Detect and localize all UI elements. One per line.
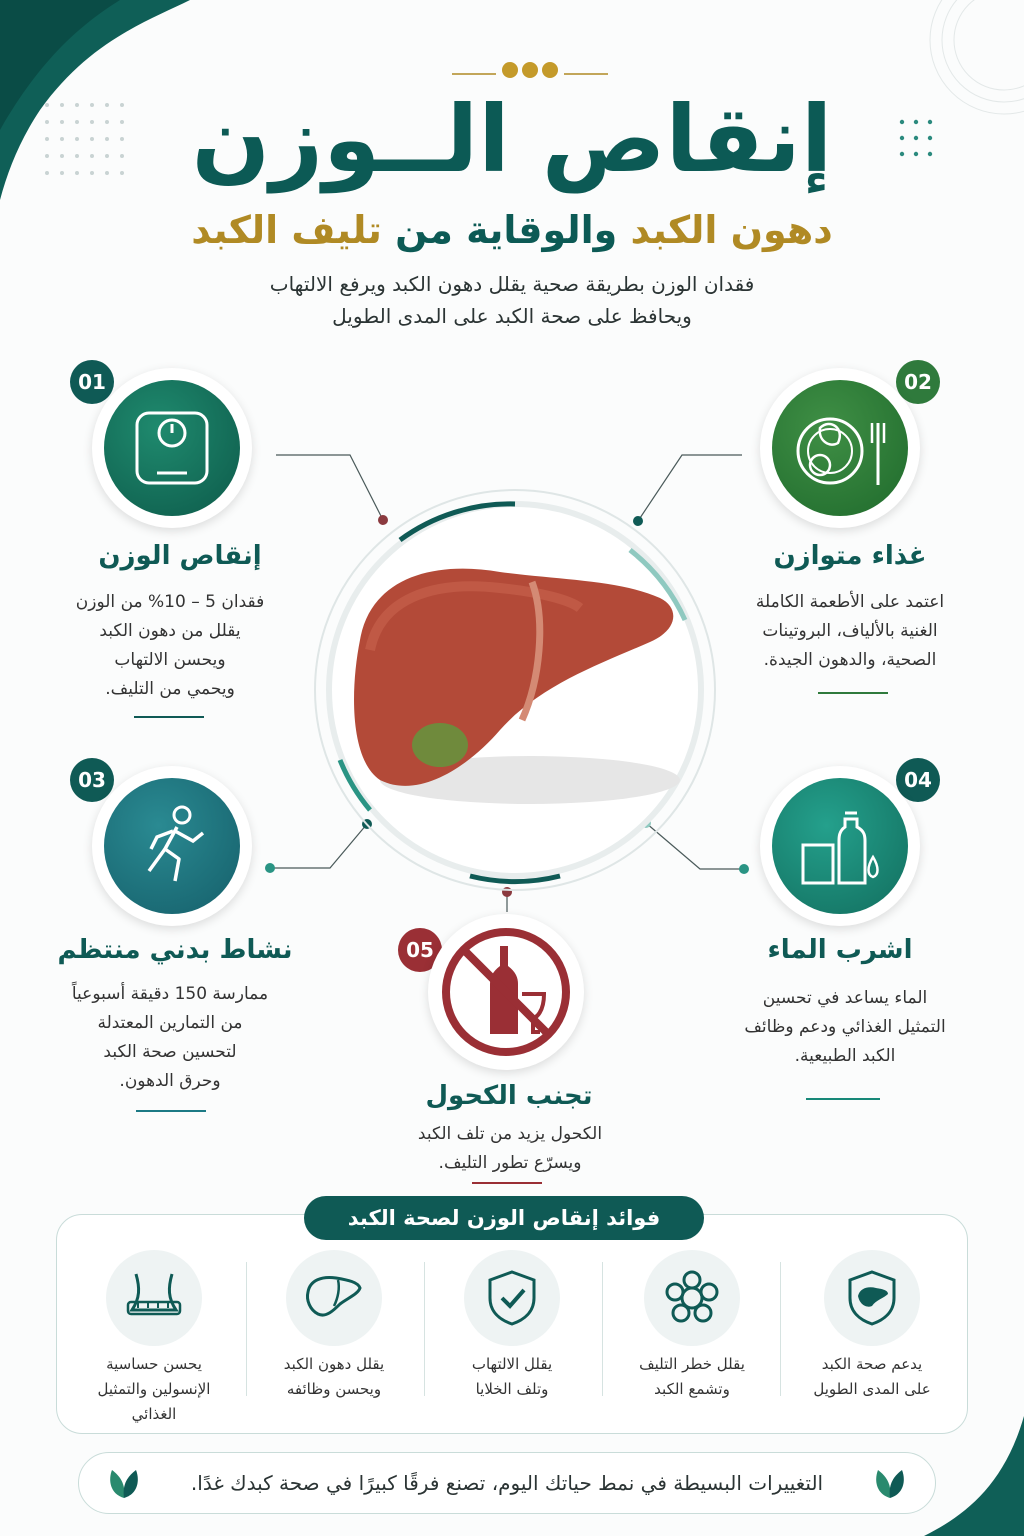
benefit-divider bbox=[602, 1262, 603, 1396]
step-text-line: ويحمي من التليف. bbox=[105, 679, 235, 699]
benefit-text-line: يقلل الالتهاب bbox=[471, 1355, 553, 1373]
waist-icon bbox=[122, 1268, 186, 1328]
step-1-underline bbox=[134, 716, 204, 718]
no-alcohol-icon bbox=[436, 922, 576, 1062]
benefit-item bbox=[612, 1250, 772, 1402]
step-4-title: اشرب الماء bbox=[767, 935, 913, 965]
page-title: إنقاص الــوزن bbox=[191, 86, 833, 193]
step-text-line: اعتمد على الأطعمة الكاملة bbox=[755, 592, 945, 612]
intro-line: ويحافظ على صحة الكبد على المدى الطويل bbox=[332, 304, 692, 328]
step-5-title: تجنب الكحول bbox=[425, 1081, 593, 1111]
cell-icon bbox=[662, 1268, 722, 1328]
benefit-divider bbox=[246, 1262, 247, 1396]
step-text-line: ويحسن الالتهاب bbox=[114, 650, 226, 670]
step-3-text bbox=[40, 980, 300, 1096]
step-2-underline bbox=[818, 692, 888, 694]
step-1-text bbox=[40, 588, 300, 704]
step-4-text bbox=[700, 984, 990, 1071]
step-text-line: ويسرّع تطور التليف. bbox=[438, 1153, 582, 1173]
subtitle-part: تليف الكبد bbox=[191, 208, 382, 252]
subtitle-part: والوقاية من bbox=[395, 208, 618, 252]
benefits-title: فوائد إنقاص الوزن لصحة الكبد bbox=[304, 1196, 704, 1240]
runner-icon bbox=[127, 801, 217, 891]
step-text-line: وحرق الدهون. bbox=[119, 1071, 221, 1091]
step-3-title: نشاط بدني منتظم bbox=[57, 935, 293, 965]
step-text-line: فقدان 5 – 10% من الوزن bbox=[75, 592, 265, 612]
step-text-line: الماء يساعد في تحسين bbox=[762, 988, 928, 1008]
benefit-text-line: يقلل دهون الكبد bbox=[283, 1355, 385, 1373]
step-5-underline bbox=[472, 1182, 542, 1184]
step-3-badge: 03 bbox=[70, 758, 114, 802]
step-3-underline bbox=[136, 1110, 206, 1112]
leaf-icon bbox=[104, 1466, 144, 1500]
step-1-icon-ring bbox=[92, 368, 252, 528]
benefit-item bbox=[74, 1250, 234, 1427]
intro-line: فقدان الوزن بطريقة صحية يقلل دهون الكبد ويرفع الالتهاب bbox=[269, 272, 755, 296]
step-5-icon-ring bbox=[428, 914, 584, 1070]
plate-icon bbox=[790, 403, 890, 493]
shield-check-icon bbox=[482, 1268, 542, 1328]
footer-banner bbox=[78, 1452, 936, 1514]
benefit-divider bbox=[780, 1262, 781, 1396]
step-text-line: الكبد الطبيعية. bbox=[794, 1046, 896, 1066]
benefit-text-line: وتشمع الكبد bbox=[654, 1380, 730, 1398]
benefit-text-line: يدعم صحة الكبد bbox=[821, 1355, 923, 1373]
step-5-text bbox=[372, 1120, 648, 1178]
leaf-icon bbox=[870, 1466, 910, 1500]
step-4-badge: 04 bbox=[896, 758, 940, 802]
benefit-divider bbox=[424, 1262, 425, 1396]
step-text-line: الكحول يزيد من تلف الكبد bbox=[417, 1124, 603, 1144]
liver-icon bbox=[302, 1268, 366, 1328]
step-1-title: إنقاص الوزن bbox=[98, 541, 262, 571]
benefit-text-line: يحسن حساسية bbox=[106, 1355, 202, 1373]
liver-illustration bbox=[300, 480, 730, 900]
benefit-text-line: ويحسن وظائفه bbox=[286, 1380, 382, 1398]
benefit-item bbox=[432, 1250, 592, 1402]
step-text-line: الصحية، والدهون الجيدة. bbox=[763, 650, 937, 670]
benefit-item bbox=[254, 1250, 414, 1402]
step-2-badge: 02 bbox=[896, 360, 940, 404]
step-text-line: الغنية بالألياف، البروتينات bbox=[762, 621, 938, 641]
benefit-text-line: وتلف الخلايا bbox=[475, 1380, 549, 1398]
scale-icon bbox=[127, 403, 217, 493]
step-text-line: التمثيل الغذائي ودعم وظائف bbox=[744, 1017, 946, 1037]
benefit-text-line: الغذائي bbox=[131, 1405, 177, 1423]
water-icon bbox=[795, 801, 885, 891]
step-2-text bbox=[720, 588, 980, 675]
step-2-title: غذاء متوازن bbox=[773, 541, 927, 571]
step-4-underline bbox=[806, 1098, 880, 1100]
benefit-text-line: على المدى الطويل bbox=[813, 1380, 931, 1398]
step-1-badge: 01 bbox=[70, 360, 114, 404]
step-text-line: من التمارين المعتدلة bbox=[97, 1013, 243, 1033]
liver-shield-icon bbox=[842, 1268, 902, 1328]
step-text-line: لتحسين صحة الكبد bbox=[103, 1042, 237, 1062]
step-3-icon-ring bbox=[92, 766, 252, 926]
step-2-icon-ring bbox=[760, 368, 920, 528]
step-text-line: ممارسة 150 دقيقة أسبوعياً bbox=[71, 984, 269, 1004]
step-text-line: يقلل من دهون الكبد bbox=[99, 621, 241, 641]
benefit-text-line: الإنسولين والتمثيل bbox=[97, 1380, 211, 1398]
subtitle-part: دهون الكبد bbox=[630, 208, 833, 252]
footer-text: التغييرات البسيطة في نمط حياتك اليوم، تصنع فرقًا كبيرًا في صحة كبدك غدًا. bbox=[190, 1471, 824, 1495]
step-5-badge: 05 bbox=[398, 928, 442, 972]
benefit-text-line: يقلل خطر التليف bbox=[639, 1355, 745, 1373]
benefit-item bbox=[792, 1250, 952, 1402]
step-4-icon-ring bbox=[760, 766, 920, 926]
